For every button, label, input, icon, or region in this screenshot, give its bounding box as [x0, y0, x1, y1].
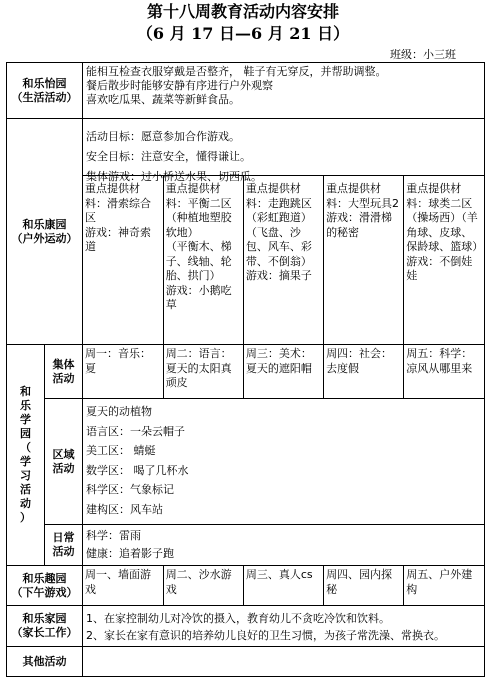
- fun-day: 周四、园内探秘: [324, 566, 404, 605]
- fun-day: 周一、墙面游戏: [85, 568, 151, 596]
- area-cell: [83, 176, 163, 344]
- area-cell: [324, 176, 404, 344]
- row-fun: [7, 566, 485, 606]
- row-home: [7, 606, 485, 647]
- area-line: 重点提供材料：平衡二区（种植地塑胶软地）: [165, 182, 232, 239]
- zone-line: 数学区： 喝了几杯水: [86, 463, 189, 477]
- home-line: 2、家长在家有意识的培养幼儿良好的卫生习惯，为孩子常洗澡、常换衣。: [86, 629, 445, 642]
- life-line: 能相互检查衣服穿戴是否整齐， 鞋子有无穿反，并帮助调整。: [86, 65, 387, 78]
- date-range: （6 月 17 日—6 月 21 日）: [136, 24, 350, 43]
- area-line: （飞盘、沙包、风车、彩带、不倒翁）: [245, 225, 312, 268]
- label-zone-activity: 区域 活动: [45, 399, 83, 525]
- daily-content: [83, 525, 485, 566]
- label-other: 其他活动: [7, 647, 83, 677]
- area-line: 游戏：不倒娃娃: [406, 254, 473, 282]
- page-title: 第十八周教育活动内容安排: [146, 2, 339, 21]
- row-daily: [7, 525, 485, 566]
- area-cell: [243, 176, 323, 344]
- daily-line: 科学：雷雨: [86, 529, 141, 542]
- fun-day: 周二、沙水游戏: [163, 566, 243, 605]
- zone-line: 语言区：一朵云帽子: [86, 424, 185, 438]
- life-line: 餐后散步时能够安静有序进行户外观察: [86, 79, 273, 92]
- schedule-table: [6, 62, 485, 677]
- area-line: 游戏：滑滑梯的秘密: [326, 211, 393, 239]
- label-outdoor: 和乐康园 （户外运动）: [7, 119, 83, 345]
- row-outdoor: [7, 119, 485, 345]
- row-group: [7, 345, 485, 399]
- outdoor-areas: [83, 176, 484, 344]
- area-line: 重点提供材料：大型玩具2: [326, 182, 400, 210]
- group-day: 周四：社会：去度假: [324, 345, 404, 398]
- area-line: 游戏：小鹅吃草: [165, 283, 232, 311]
- group-day: 周五：科学：凉风从哪里来: [404, 345, 484, 398]
- area-line: 游戏：摘果子: [245, 269, 312, 282]
- row-other: [7, 647, 485, 677]
- fun-day: 周五、户外建构: [404, 566, 484, 605]
- home-line: 1、在家控制幼儿对冷饮的摄入，教育幼儿不贪吃冷饮和饮料。: [86, 612, 390, 625]
- row-zone: [7, 399, 485, 525]
- label-fun: 和乐趣园 （下午游戏）: [7, 566, 83, 606]
- fun-content: [83, 566, 485, 606]
- group-day: 周三：美术：夏天的遮阳帽: [243, 345, 323, 398]
- zone-line: 美工区： 蜻蜓: [86, 444, 156, 457]
- class-label: 班级：小三班: [390, 48, 456, 61]
- area-line: 重点提供材料：滑索综合区: [85, 182, 151, 224]
- label-home: 和乐家园 （家长工作）: [7, 606, 83, 647]
- group-content: [83, 345, 485, 399]
- outdoor-goal: 活动目标：愿意参加合作游戏。: [86, 130, 240, 143]
- area-line: 重点提供材料：球类二区（操场西）（羊角球、皮球、保龄球、篮球）: [406, 182, 484, 253]
- label-study: 和 乐 学 园 （ 学 习 活 动 ）: [7, 345, 45, 566]
- outdoor-goal: 集体游戏：过小桥送水果、切西瓜。: [86, 170, 262, 183]
- life-line: 喜欢吃瓜果、蔬菜等新鲜食品。: [86, 93, 240, 106]
- other-content: [83, 647, 485, 677]
- fun-day: 周三、真人cs: [243, 566, 323, 605]
- life-content: [83, 63, 485, 119]
- area-cell: [163, 176, 243, 344]
- group-day: 周二：语言：夏天的太阳真顽皮: [163, 345, 243, 398]
- row-life: [7, 63, 485, 119]
- label-life: 和乐怡园 （生活活动）: [7, 63, 83, 119]
- group-day: 周一：音乐：夏: [85, 347, 151, 375]
- label-group-activity: 集体 活动: [45, 345, 83, 399]
- zone-content: [83, 399, 485, 525]
- area-line: 重点提供材料：走跑跳区（彩虹跑道）: [245, 182, 312, 224]
- area-line: 游戏：神奇索道: [85, 225, 151, 253]
- label-daily-activity: 日常 活动: [45, 525, 83, 566]
- area-line: （平衡木、梯子、线轴、轮胎、拱门）: [165, 240, 232, 282]
- zone-line: 科学区：气象标记: [86, 483, 174, 496]
- home-content: [83, 606, 485, 647]
- daily-line: 健康：追着影子跑: [86, 547, 174, 560]
- area-cell: [404, 176, 484, 344]
- outdoor-content: [83, 119, 485, 345]
- outdoor-goal: 安全目标：注意安全，懂得谦让。: [86, 150, 251, 163]
- zone-line: 夏天的动植物: [86, 405, 152, 418]
- zone-line: 建构区：风车站: [86, 502, 163, 516]
